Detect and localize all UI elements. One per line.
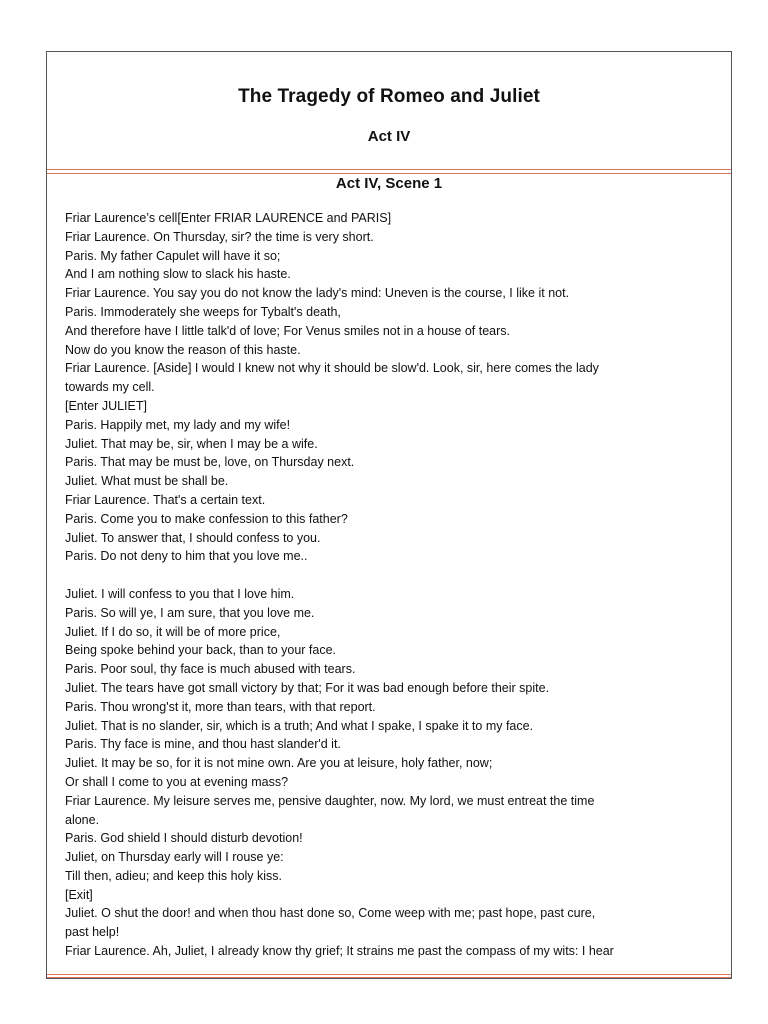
script-line: Paris. Happily met, my lady and my wife! [65, 417, 291, 432]
script-line: Juliet. That is no slander, sir, which is a truth; And what I spake, I spake it to my face. [65, 718, 534, 733]
script-line: Juliet, on Thursday early will I rouse ye: [65, 850, 284, 865]
script-line: Paris. Thy face is mine, and thou hast slander'd it. [65, 737, 341, 752]
script-line: Juliet. What must be shall be. [65, 474, 229, 489]
script-line: past help! [65, 925, 120, 940]
script-line: Paris. Immoderately she weeps for Tybalt's death, [65, 304, 341, 319]
script-line: [Exit] [65, 887, 93, 902]
script-line: Juliet. That may be, sir, when I may be a wife. [65, 436, 318, 451]
script-line: Paris. Do not deny to him that you love me.. [65, 549, 308, 564]
blank-line [65, 566, 675, 585]
script-line: towards my cell. [65, 380, 155, 395]
document-title: The Tragedy of Romeo and Juliet [238, 86, 540, 107]
header-divider-top [47, 169, 731, 170]
script-line: Juliet. I will confess to you that I love him. [65, 586, 295, 601]
footer-divider-top [47, 974, 731, 975]
script-line: Juliet. If I do so, it will be of more price, [65, 624, 281, 639]
script-line: Friar Laurence. Ah, Juliet, I already know thy grief; It strains me past the compass of my wits: I hear [65, 944, 614, 959]
script-line: Paris. Thou wrong'st it, more than tears, with that report. [65, 699, 376, 714]
script-line: Juliet. To answer that, I should confess to you. [65, 530, 321, 545]
script-line: Paris. God shield I should disturb devotion! [65, 831, 303, 846]
script-line: Paris. Poor soul, thy face is much abused with tears. [65, 662, 356, 677]
script-line: Paris. So will ye, I am sure, that you love me. [65, 605, 315, 620]
script-line: Juliet. The tears have got small victory by that; For it was bad enough before their spite. [65, 680, 550, 695]
script-line: Or shall I come to you at evening mass? [65, 774, 289, 789]
script-line: Now do you know the reason of this haste. [65, 342, 301, 357]
script-line: alone. [65, 812, 100, 827]
script-line: Friar Laurence. [Aside] I would I knew not why it should be slow'd. Look, sir, here comes the lady [65, 361, 599, 376]
script-line: Juliet. O shut the door! and when thou hast done so, Come weep with me; past hope, past cure, [65, 906, 596, 921]
script-line: And therefore have I little talk'd of love; For Venus smiles not in a house of tears. [65, 323, 510, 338]
script-text [65, 209, 675, 969]
script-line: Juliet. It may be so, for it is not mine own. Are you at leisure, holy father, now; [65, 756, 493, 771]
script-line: Paris. That may be must be, love, on Thursday next. [65, 455, 355, 470]
script-line: [Enter JULIET] [65, 398, 147, 413]
title-block [47, 52, 731, 170]
script-line: And I am nothing slow to slack his haste. [65, 267, 291, 282]
script-line: Friar Laurence. You say you do not know the lady's mind: Uneven is the course, I like it not. [65, 286, 570, 301]
script-line: Friar Laurence. That's a certain text. [65, 492, 266, 507]
script-line: Friar Laurence’s cell[Enter FRIAR LAURENCE and PARIS] [65, 211, 392, 225]
header-divider-bottom [47, 173, 731, 174]
document-page [46, 51, 732, 979]
act-heading: Act IV [367, 128, 411, 145]
scene-heading: Act IV, Scene 1 [335, 175, 443, 192]
script-line: Paris. My father Capulet will have it so; [65, 248, 281, 263]
script-line: Friar Laurence. My leisure serves me, pensive daughter, now. My lord, we must entreat the time [65, 793, 595, 808]
footer-divider-bottom [47, 977, 731, 978]
script-line: Friar Laurence. On Thursday, sir? the time is very short. [65, 229, 374, 244]
script-line: Till then, adieu; and keep this holy kiss. [65, 868, 283, 883]
script-line: Being spoke behind your back, than to your face. [65, 643, 337, 658]
script-line: Paris. Come you to make confession to this father? [65, 511, 348, 526]
